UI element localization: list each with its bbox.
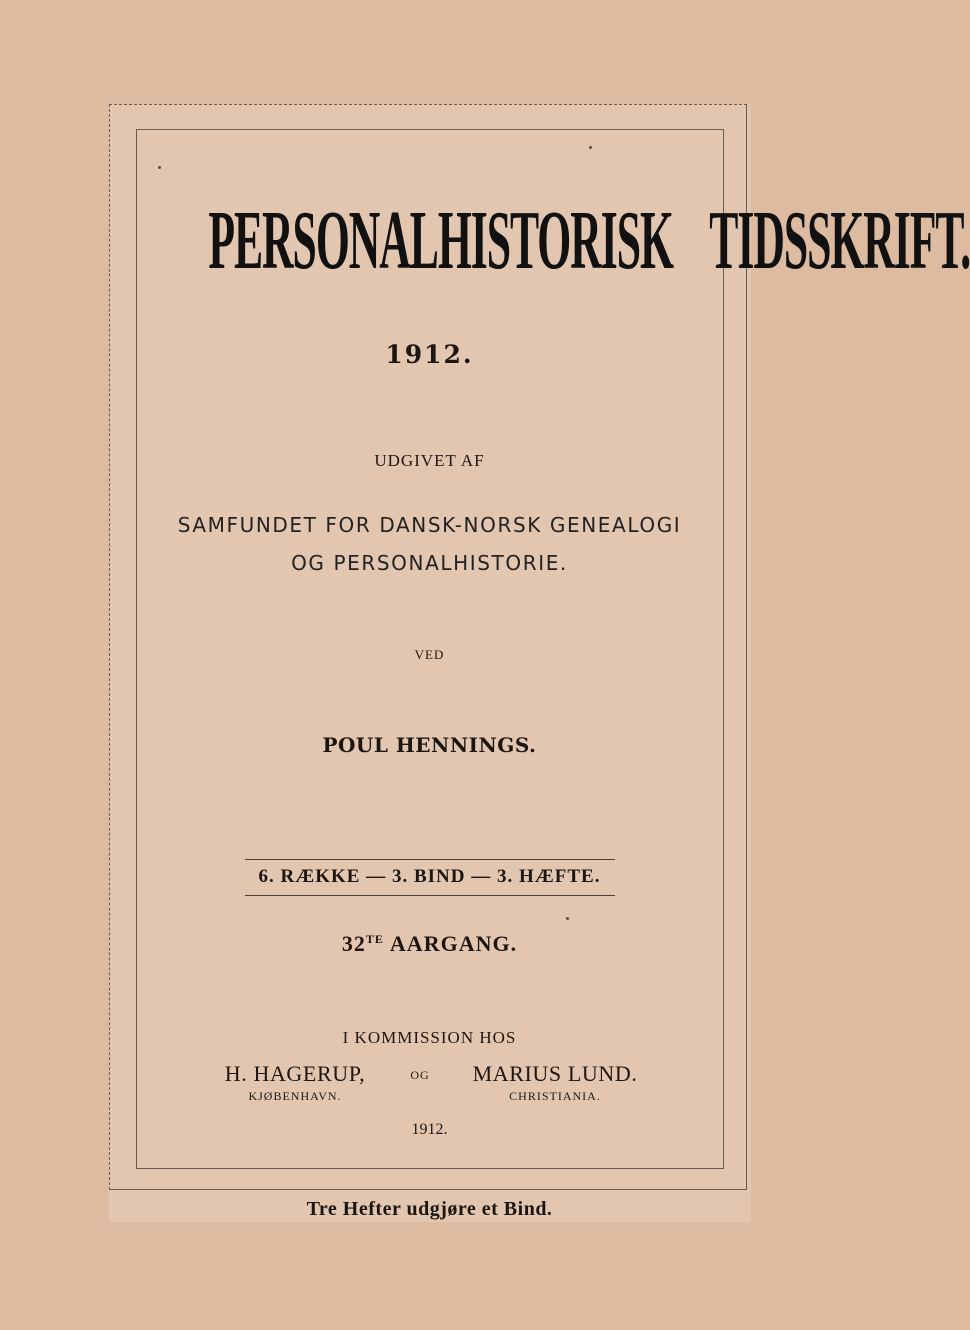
footer-note: Tre Hefter udgjøre et Bind. bbox=[306, 1198, 553, 1220]
publisher-intro: UDGIVET AF bbox=[374, 451, 485, 470]
series-info: 6. RÆKKE — 3. BIND — 3. HÆFTE. bbox=[258, 866, 601, 887]
series-rule-top bbox=[245, 859, 615, 860]
imprint-year: 1912. bbox=[411, 1121, 448, 1138]
publisher-right-name: MARIUS LUND. bbox=[472, 1061, 638, 1086]
publisher-right-city: CHRISTIANIA. bbox=[509, 1089, 601, 1103]
volume-label: AARGANG. bbox=[389, 931, 518, 956]
publisher-left-name: H. HAGERUP, bbox=[224, 1061, 366, 1086]
journal-year: 1912. bbox=[385, 340, 474, 369]
publisher-left-city: KJØBENHAVN. bbox=[248, 1089, 342, 1103]
commission-intro: I KOMMISSION HOS bbox=[342, 1028, 517, 1047]
volume-line bbox=[0, 931, 859, 957]
society-name-line2: OG PERSONALHISTORIE. bbox=[291, 551, 568, 575]
journal-title-word2: TIDSSKRIFT. bbox=[709, 194, 970, 287]
ved-label: VED bbox=[414, 647, 445, 662]
journal-title bbox=[208, 194, 970, 287]
journal-title-word1: PERSONALHISTORISK bbox=[208, 194, 673, 287]
paper-speck bbox=[158, 166, 161, 169]
editor-name: POUL HENNINGS. bbox=[322, 733, 537, 757]
publisher-conjunction: OG bbox=[410, 1068, 430, 1082]
paper-speck bbox=[589, 146, 592, 149]
paper-speck bbox=[566, 917, 569, 920]
volume-number: 32 bbox=[341, 931, 366, 956]
society-name-line1: SAMFUNDET FOR DANSK-NORSK GENEALOGI bbox=[177, 513, 682, 537]
series-rule-bottom bbox=[245, 895, 615, 896]
volume-suffix: TE bbox=[365, 932, 384, 946]
